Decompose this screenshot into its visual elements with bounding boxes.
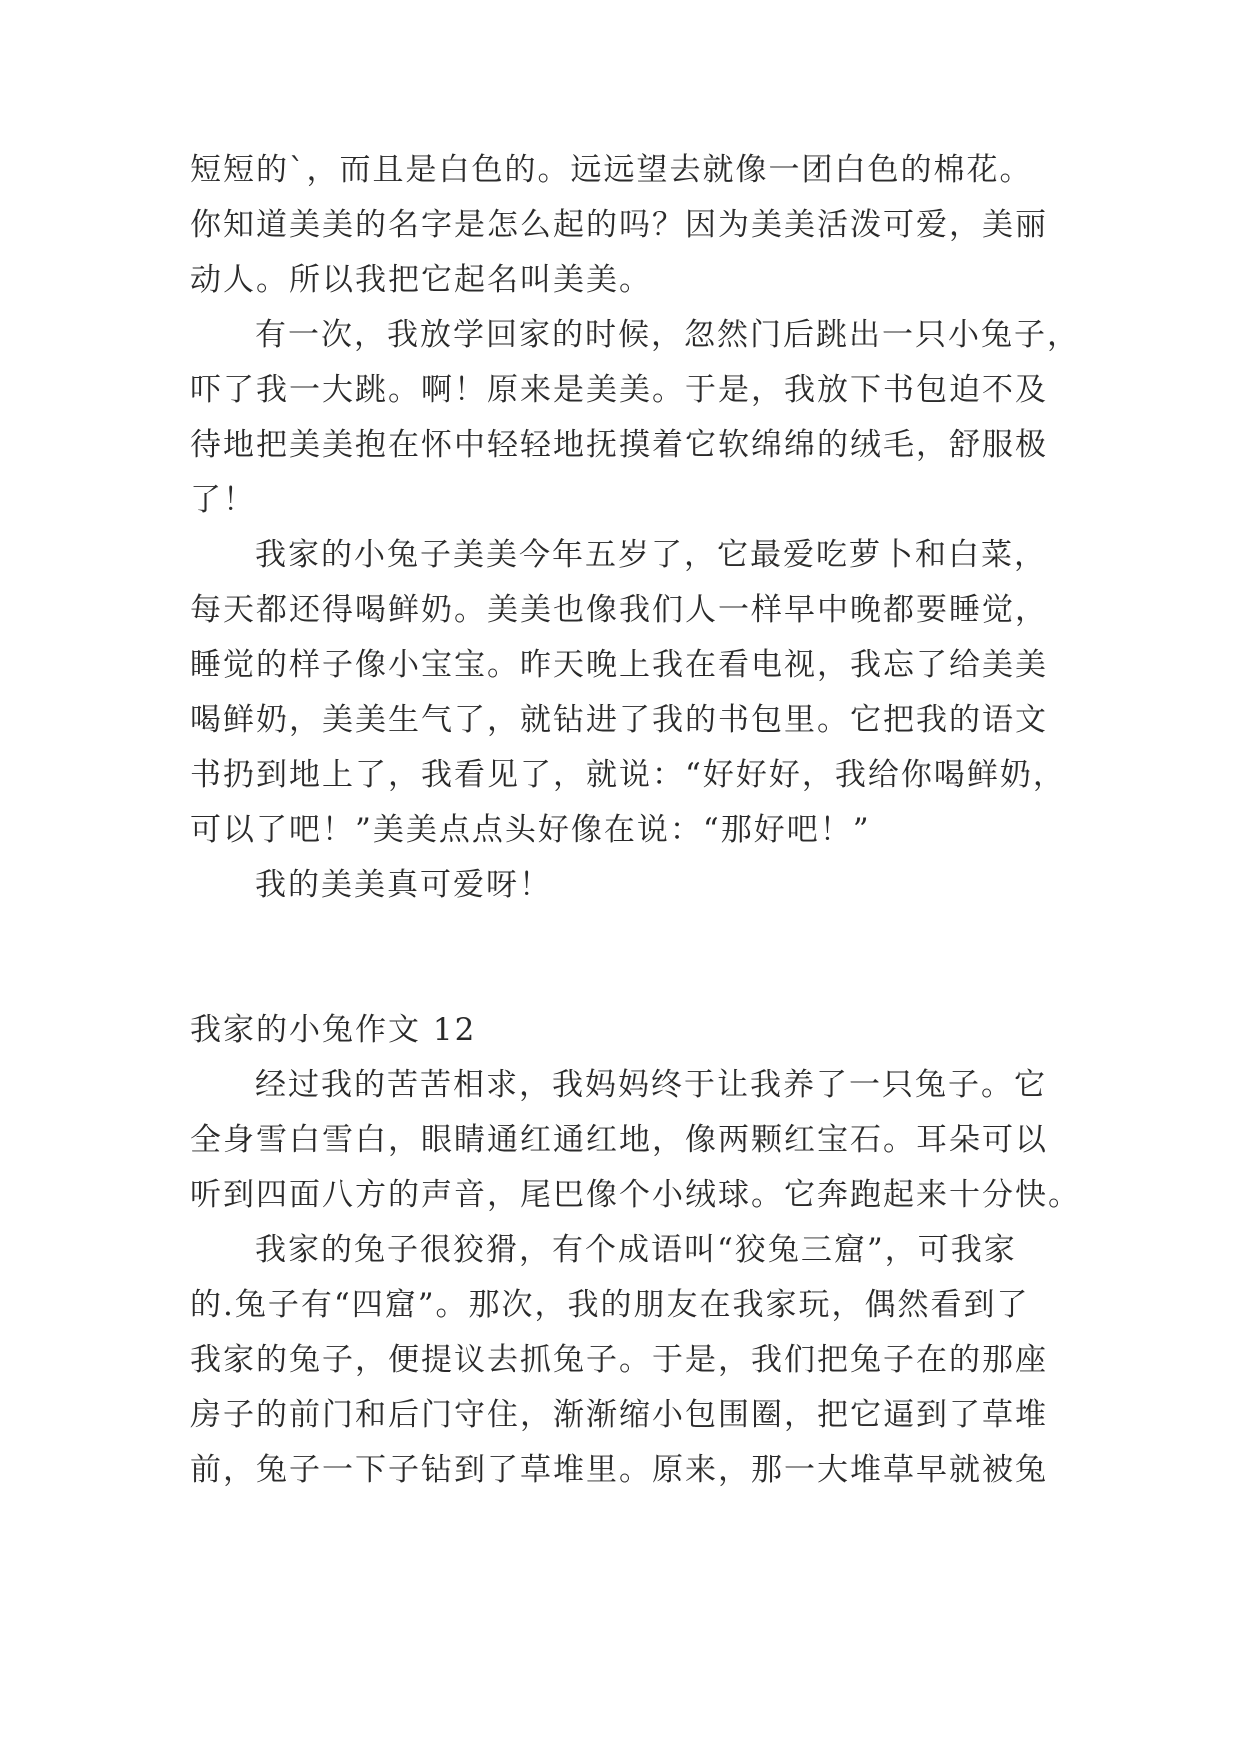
text-line: 睡觉的样子像小宝宝。昨天晚上我在看电视，我忘了给美美 (190, 647, 1048, 683)
text-line: 待地把美美抱在怀中轻轻地抚摸着它软绵绵的绒毛，舒服极 (190, 427, 1048, 463)
text-line: 你知道美美的名字是怎么起的吗？因为美美活泼可爱，美丽 (190, 207, 1048, 243)
text-line: 书扔到地上了，我看见了，就说：“好好好，我给你喝鲜奶， (190, 757, 1066, 793)
text-line: 我家的兔子，便提议去抓兔子。于是，我们把兔子在的那座 (190, 1342, 1048, 1378)
text-line: 动人。所以我把它起名叫美美。 (190, 262, 652, 298)
section-heading: 我家的小兔作文 12 (190, 1012, 477, 1048)
paragraph-first-line: 我家的小兔子美美今年五岁了，它最爱吃萝卜和白菜， (255, 537, 1047, 573)
text-line: 可以了吧！”美美点点头好像在说：“那好吧！” (190, 812, 871, 848)
text-line: 喝鲜奶，美美生气了，就钻进了我的书包里。它把我的语文 (190, 702, 1048, 738)
text-line: 全身雪白雪白，眼睛通红通红地，像两颗红宝石。耳朵可以 (190, 1122, 1048, 1158)
text-line: 吓了我一大跳。啊！原来是美美。于是，我放下书包迫不及 (190, 372, 1048, 408)
text-line: 每天都还得喝鲜奶。美美也像我们人一样早中晚都要睡觉， (190, 592, 1048, 628)
paragraph-first-line: 经过我的苦苦相求，我妈妈终于让我养了一只兔子。它 (255, 1067, 1047, 1103)
text-line: 了！ (190, 482, 256, 518)
text-line: 房子的前门和后门守住，渐渐缩小包围圈，把它逼到了草堆 (190, 1397, 1048, 1433)
text-line: 的.兔子有“四窟”。那次，我的朋友在我家玩，偶然看到了 (190, 1287, 1030, 1323)
paragraph-first-line: 我的美美真可爱呀！ (255, 867, 552, 903)
paragraph-first-line: 我家的兔子很狡猾，有个成语叫“狡兔三窟”，可我家 (255, 1232, 1017, 1268)
text-line: 前，兔子一下子钻到了草堆里。原来，那一大堆草早就被兔 (190, 1452, 1048, 1488)
paragraph-first-line: 有一次，我放学回家的时候，忽然门后跳出一只小兔子， (255, 317, 1080, 353)
text-line: 短短的`，而且是白色的。远远望去就像一团白色的棉花。 (190, 152, 1033, 188)
text-line: 听到四面八方的声音，尾巴像个小绒球。它奔跑起来十分快。 (190, 1177, 1081, 1213)
